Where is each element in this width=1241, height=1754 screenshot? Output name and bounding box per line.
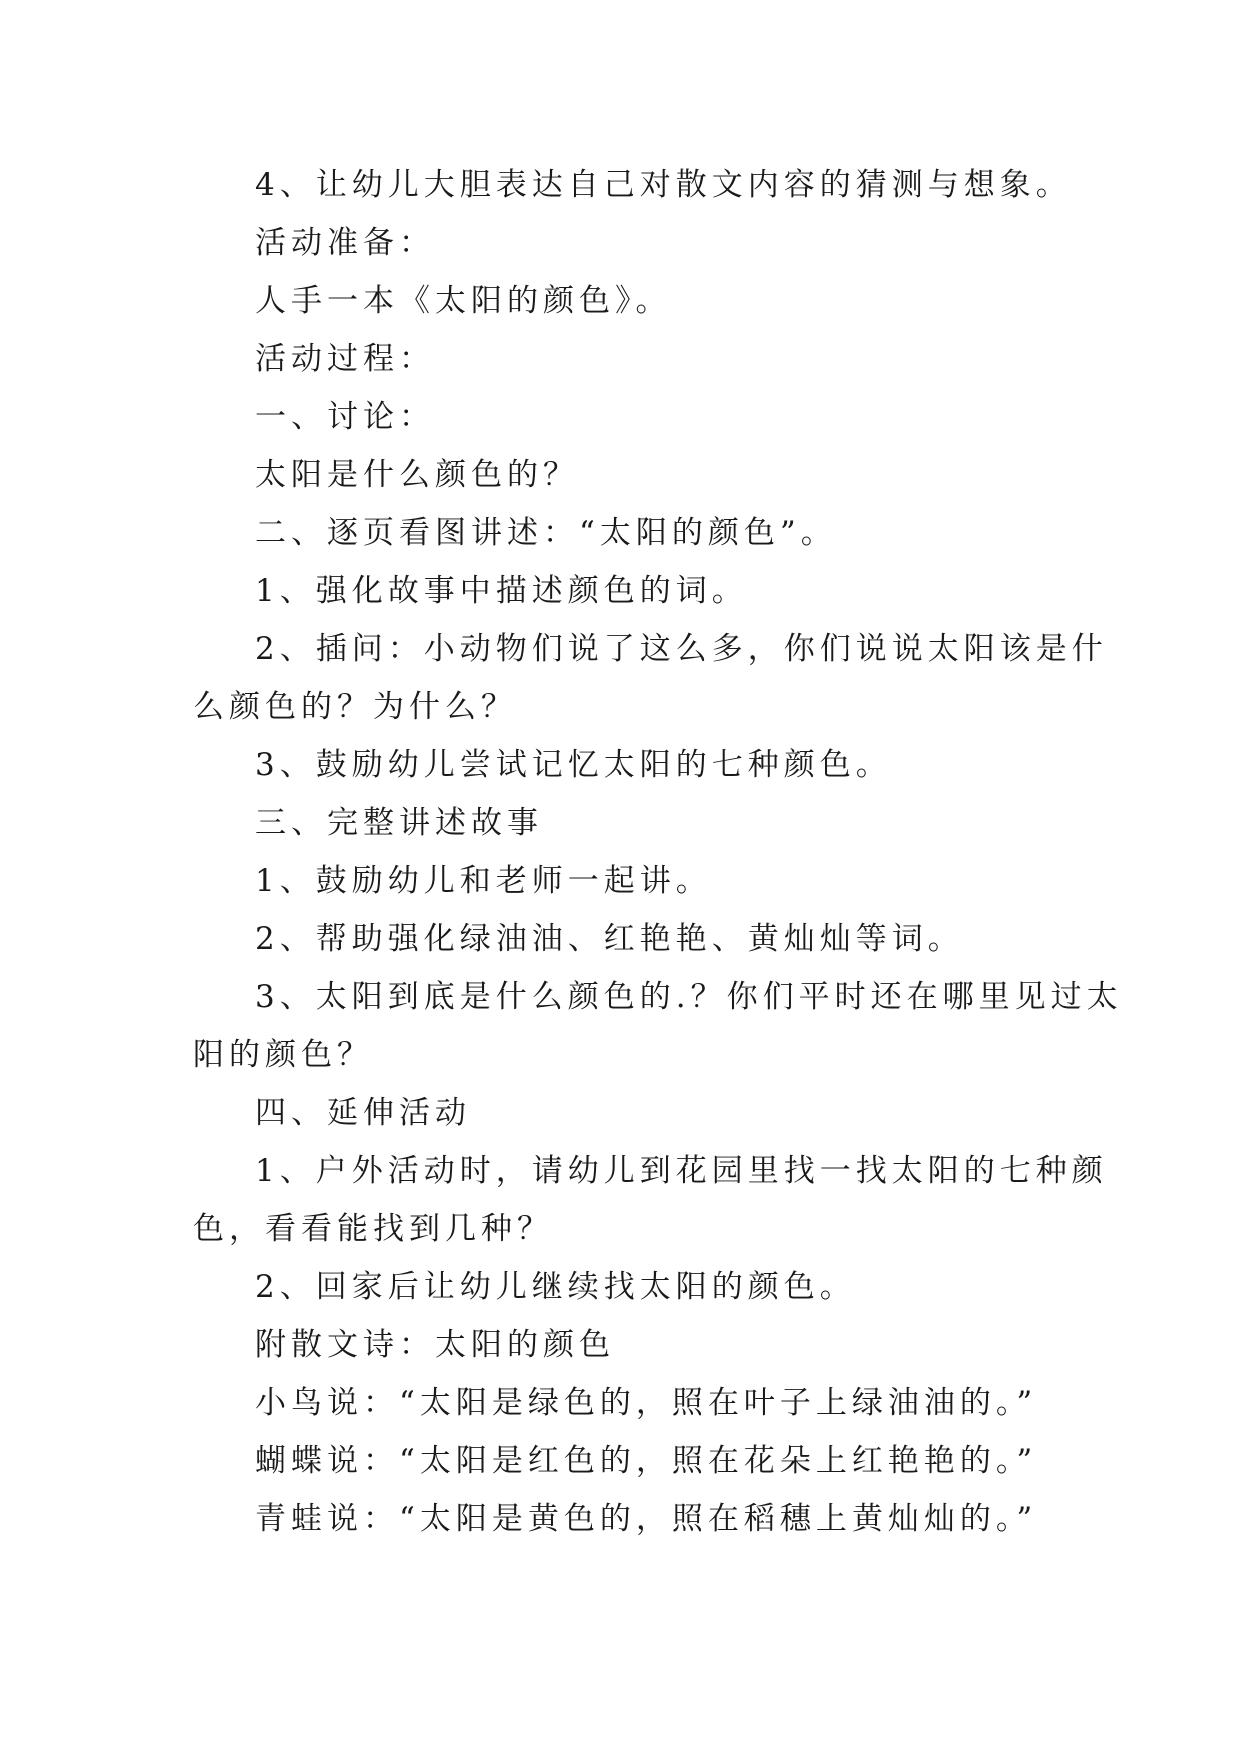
paragraph-materials: 人手一本《太阳的颜色》。 [255,283,672,319]
step-3-item-3-line-1: 3、太阳到底是什么颜色的.？你们平时还在哪里见过太 [255,979,1123,1015]
poem-line-butterfly: 蝴蝶说：“太阳是红色的，照在花朵上红艳艳的。” [255,1443,1038,1479]
step-3-item-3-line-2: 阳的颜色？ [193,1037,373,1073]
step-4-item-1-line-1: 1、户外活动时，请幼儿到花园里找一找太阳的七种颜 [255,1153,1108,1189]
poem-line-frog: 青蛙说：“太阳是黄色的，照在稻穗上黄灿灿的。” [255,1501,1038,1537]
step-1-heading: 一、讨论： [255,399,435,435]
step-2-item-3: 3、鼓励幼儿尝试记忆太阳的七种颜色。 [255,747,892,783]
poem-title: 附散文诗：太阳的颜色 [255,1327,615,1363]
step-2-item-2-line-1: 2、插问：小动物们说了这么多，你们说说太阳该是什 [255,631,1108,667]
step-2-item-2-line-2: 么颜色的？为什么？ [193,689,517,725]
step-3-heading: 三、完整讲述故事 [255,805,543,841]
step-4-item-2: 2、回家后让幼儿继续找太阳的颜色。 [255,1269,856,1305]
step-3-item-1: 1、鼓励幼儿和老师一起讲。 [255,863,712,899]
step-3-item-2: 2、帮助强化绿油油、红艳艳、黄灿灿等词。 [255,921,964,957]
step-2-item-1: 1、强化故事中描述颜色的词。 [255,573,748,609]
heading-preparation: 活动准备： [255,225,435,261]
step-2-heading: 二、逐页看图讲述：“太阳的颜色”。 [255,515,837,551]
step-4-item-1-line-2: 色，看看能找到几种？ [193,1211,553,1247]
document-body [193,156,1123,1548]
poem-line-bird: 小鸟说：“太阳是绿色的，照在叶子上绿油油的。” [255,1385,1038,1421]
heading-process: 活动过程： [255,341,435,377]
paragraph-goal-4: 4、让幼儿大胆表达自己对散文内容的猜测与想象。 [255,167,1072,203]
step-1-question: 太阳是什么颜色的？ [255,457,579,493]
step-4-heading: 四、延伸活动 [255,1095,471,1131]
